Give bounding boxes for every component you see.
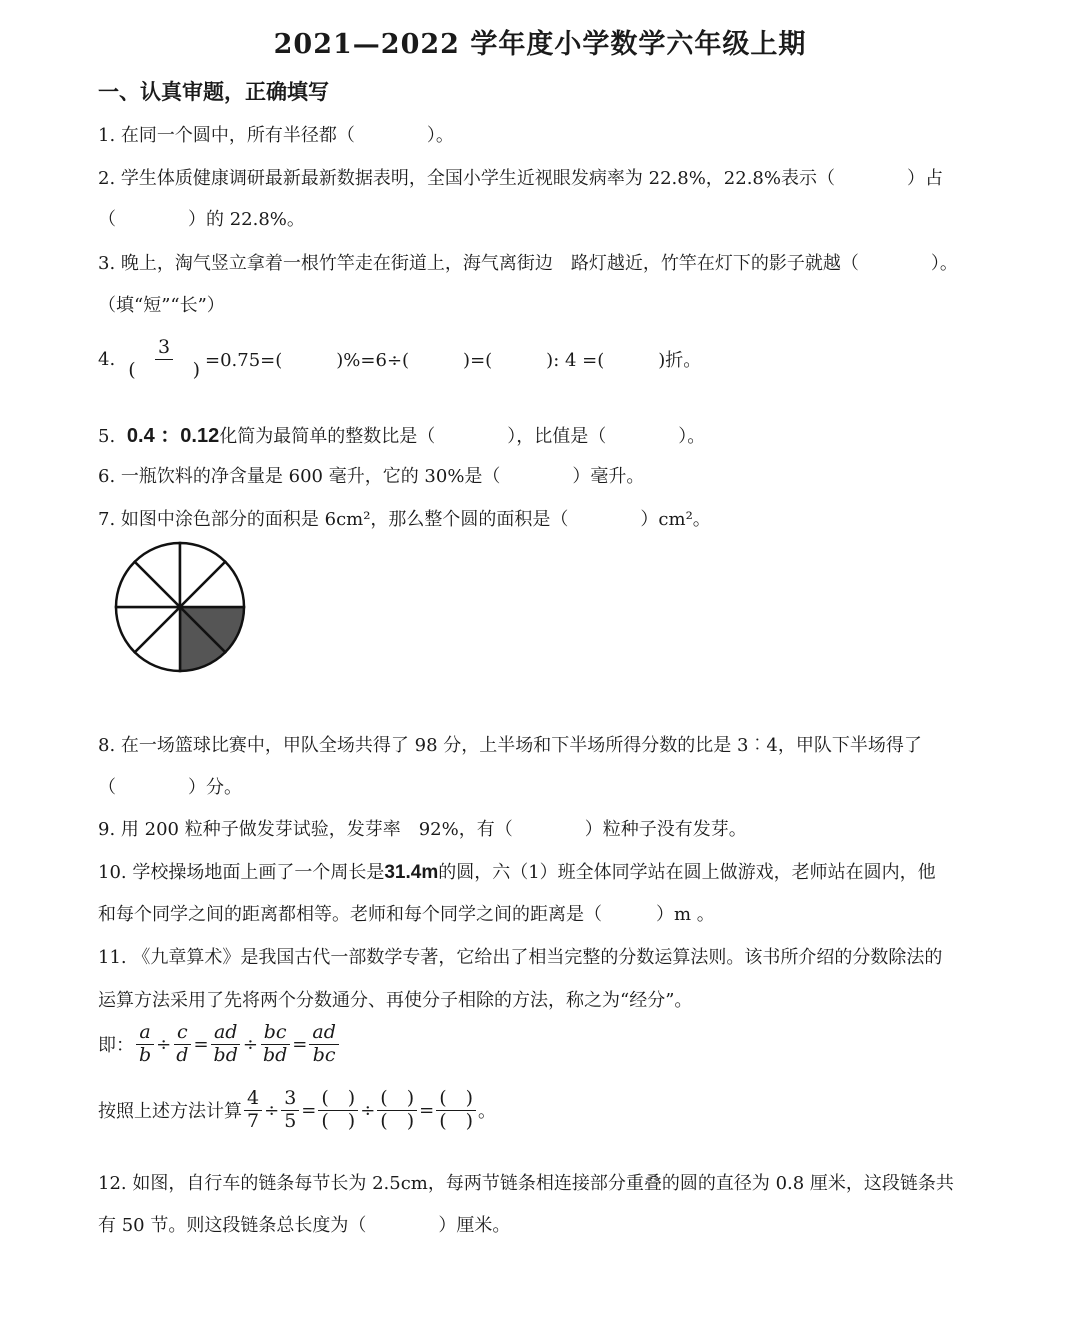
blank-fraction	[436, 1088, 476, 1133]
blank-denominator: ( )	[321, 1109, 356, 1132]
blank-fraction	[377, 1088, 417, 1133]
formula-label: 即：	[98, 1035, 134, 1057]
question-1: 1. 在同一个圆中，所有半径都（ ）。	[98, 125, 454, 146]
section-heading: 一、认真审题，正确填写	[98, 79, 329, 104]
question-3-line-2: （填“短”“长”）	[98, 295, 225, 316]
question-7: 7. 如图中涂色部分的面积是 6cm²，那么整个圆的面积是（ ）cm²。	[98, 509, 711, 530]
question-10-line-1	[98, 858, 936, 884]
question-10-line-2: 和每个同学之间的距离都相等。老师和每个同学之间的距离是（ ）m 。	[98, 904, 715, 925]
question-11-formula	[98, 1022, 341, 1067]
question-12-line-2: 有 50 节。则这段链条总长度为（ ）厘米。	[98, 1215, 511, 1236]
denominator: bd	[213, 1043, 238, 1066]
question-10-text-start: 10. 学校操场地面上画了一个周长是	[98, 862, 385, 883]
numerator: a	[136, 1022, 153, 1045]
blank-denominator: ( )	[439, 1109, 474, 1132]
formula-fraction	[260, 1022, 290, 1067]
calc-fraction	[244, 1088, 262, 1133]
divide-sign: ÷	[242, 1033, 258, 1055]
denominator: 7	[247, 1109, 260, 1132]
question-5-ratio: 0.4 ：0.12	[126, 425, 220, 447]
blank-denominator: ( )	[380, 1109, 415, 1132]
formula-fraction	[173, 1022, 191, 1067]
question-11-line-2: 运算方法采用了先将两个分数通分、再使分子相除的方法，称之为“经分”。	[98, 990, 693, 1011]
question-3-line-1: 3. 晚上，淘气竖立拿着一根竹竿走在街道上，海气离街边 路灯越近，竹竿在灯下的影子就越（ ）。	[98, 253, 958, 274]
blank-numerator: ( )	[318, 1088, 358, 1111]
equals-sign: =	[193, 1033, 209, 1055]
numerator: 4	[244, 1088, 262, 1111]
divide-sign: ÷	[360, 1099, 376, 1121]
question-11-line-1: 11. 《九章算术》是我国古代一部数学专著，它给出了相当完整的分数运算法则。该书所介绍的分数除法的	[98, 947, 943, 968]
question-4-rest: =0.75=( )%=6÷( )=( ): 4 =( )折。	[205, 350, 702, 372]
equals-sign: =	[292, 1033, 308, 1055]
question-8-line-2: （ ）分。	[98, 777, 242, 798]
formula-fraction	[211, 1022, 241, 1067]
question-4	[98, 337, 701, 382]
question-5-number: 5.	[98, 426, 116, 447]
question-4-number: 4.	[98, 348, 116, 370]
divide-sign: ÷	[264, 1099, 280, 1121]
blank-numerator: ( )	[436, 1088, 476, 1111]
numerator: ad	[309, 1022, 339, 1045]
denominator: d	[176, 1043, 189, 1066]
question-4-fraction	[125, 337, 203, 382]
question-8-line-1: 8. 在一场篮球比赛中，甲队全场共得了 98 分，上半场和下半场所得分数的比是 3︰4，甲队下半场得了	[98, 735, 922, 756]
formula-fraction	[309, 1022, 339, 1067]
denominator: b	[139, 1043, 152, 1066]
question-2-line-2: （ ）的 22.8%。	[98, 209, 305, 230]
calculation-label: 按照上述方法计算	[98, 1101, 242, 1123]
question-10-perimeter: 31.4m	[384, 862, 439, 883]
denominator: bd	[262, 1043, 288, 1066]
blank-fraction	[318, 1088, 358, 1133]
question-9: 9. 用 200 粒种子做发芽试验，发芽率 92%，有（ ）粒种子没有发芽。	[98, 819, 747, 840]
denominator: 5	[284, 1109, 297, 1132]
blank-numerator: ( )	[377, 1088, 417, 1111]
fraction-numerator: 3	[155, 337, 173, 360]
question-11-calculation	[98, 1088, 496, 1133]
question-6: 6. 一瓶饮料的净含量是 600 毫升，它的 30%是（ ）毫升。	[98, 466, 645, 487]
question-5	[98, 419, 705, 448]
denominator: bc	[312, 1043, 336, 1066]
question-2-line-1: 2. 学生体质健康调研最新最新数据表明，全国小学生近视眼发病率为 22.8%，22.8%表示（ ）占	[98, 168, 943, 189]
divide-sign: ÷	[156, 1033, 172, 1055]
numerator: c	[174, 1022, 191, 1045]
fraction-denominator: ( )	[128, 358, 201, 381]
calc-fraction	[281, 1088, 299, 1133]
numerator: bc	[261, 1022, 290, 1045]
page-title: 2021—2022 学年度小学数学六年级上期	[273, 29, 807, 60]
numerator: 3	[281, 1088, 299, 1111]
equals-sign: =	[419, 1099, 435, 1121]
period: 。	[478, 1101, 497, 1123]
question-5-rest: 化简为最简单的整数比是（ ），比值是（ ）。	[219, 426, 706, 447]
question-12-line-1: 12. 如图，自行车的链条每节长为 2.5cm，每两节链条相连接部分重叠的圆的直径为 0.8 厘米，这段链条共	[98, 1173, 954, 1194]
numerator: ad	[211, 1022, 241, 1045]
equals-sign: =	[301, 1099, 317, 1121]
shaded-circle-figure	[112, 540, 248, 674]
question-10-text-end: 的圆，六（1）班全体同学站在圆上做游戏，老师站在圆内，他	[438, 862, 936, 883]
formula-fraction	[136, 1022, 154, 1067]
